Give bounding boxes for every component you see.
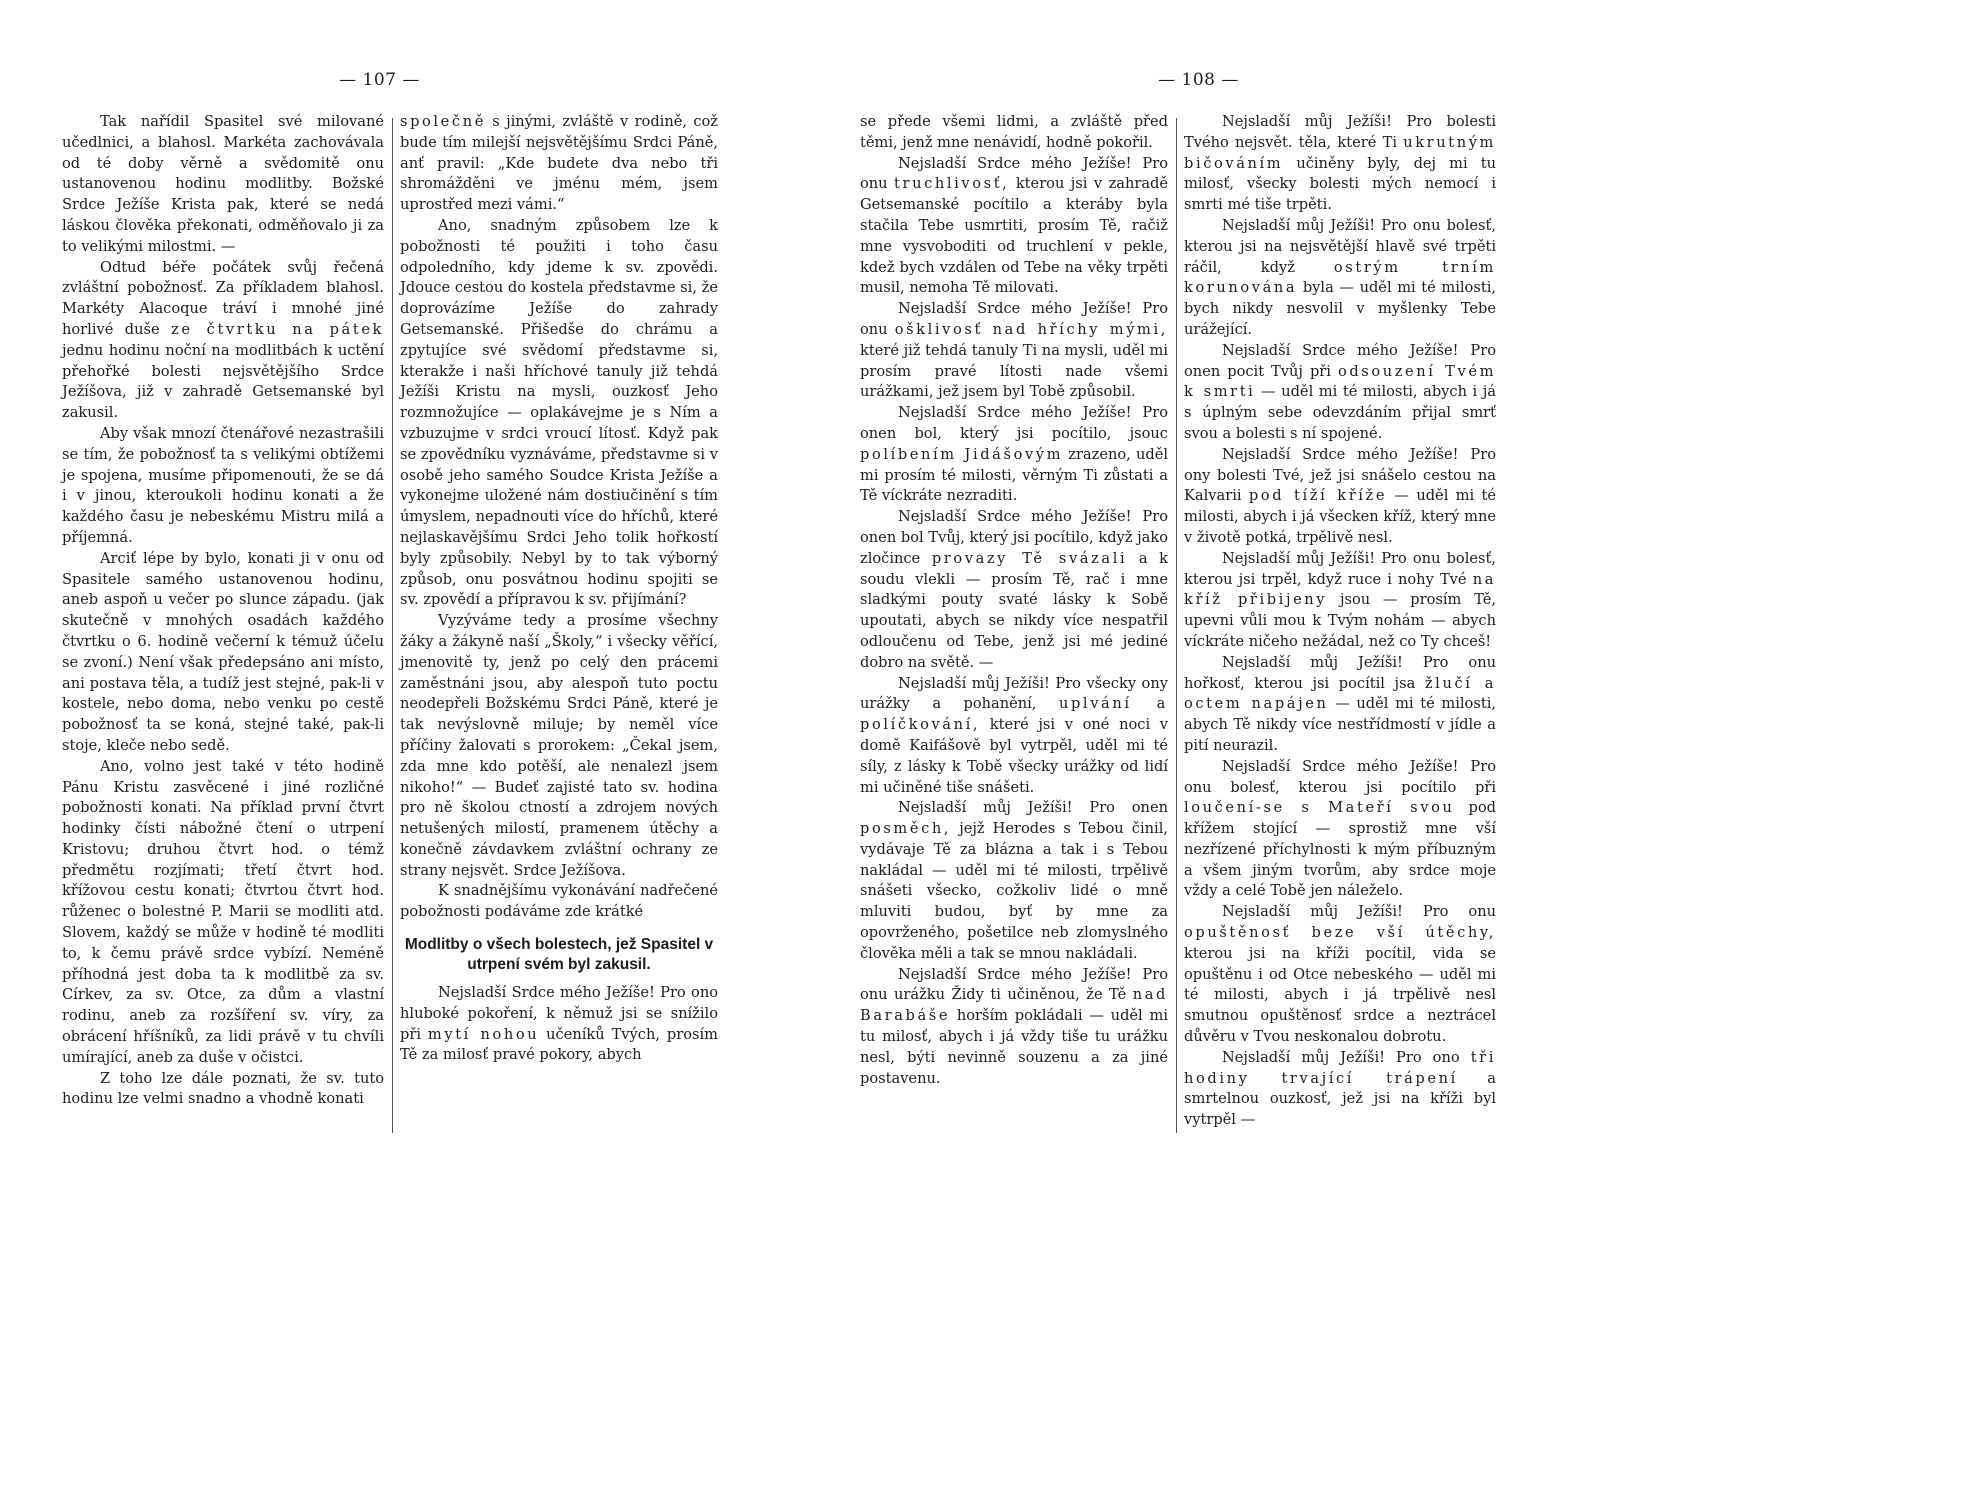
text-run: kterou jsi v zahradě Getsemanské pocítilo a kteráby byla stačila Tebe usmrtiti, prosím Tě, račiž mne vysvoboditi od truchlení v pekle, kdež bych vzdálen od Tebe na věky trpěti musil, nemoha Tě milovati.	[860, 175, 1169, 297]
paragraph: Ano, snadným způsobem lze k pobožnosti té použiti i toho času odpoledního, kdy jdeme k sv. zpovědi. Jdouce cestou do kostela představme si, že doprovázíme Ježíše do zahrady Getsemanské. Přišedše do chrámu a zpytujíce své svědomí představme si, kterakže i naši hříchové tanuly již tehdá Ježíši Kristu na mysli, ouzkosť Jeho rozmnožujíce — oplakávejme je s Ním a vzbuzujme v srdci vroucí lítosť. Když pak se zpovědníku vyznáváme, představme si v osobě jeho samého Soudce Krista Ježíše a vykonejme uložené nám dostiučinění s tím úmyslem, nepadnouti více do hříchů, které nejlaskavějšímu Srdci Jeho tolik hořkostí byly způsobily. Nebyl by to tak výborný způsob, onu posvátnou hodinu spojiti se sv. zpovědí a přípravou k sv. přijímání?	[400, 216, 718, 609]
text-run: jsou — prosím Tě, upevni vůli mou k Tvým nohám — abych víckráte ničeho nežádal, než co Ty chceš!	[1184, 591, 1497, 650]
spaced-text: políbením Jidášovým	[860, 445, 1064, 463]
text-run: Nejsladší můj Ježíši! Pro onu	[1222, 903, 1496, 921]
text-run: Nejsladší můj Ježíši! Pro onen	[898, 799, 1168, 817]
text-run: učiněny byly, dej mi tu milosť, všecky bolesti mých nemocí i smrti mé tiše trpěti.	[1184, 154, 1496, 214]
text-run: jednu hodinu noční na modlitbách k uctění přehořké bolesti nejsvětějšího Srdce Ježíšova, již v zahradě Getsemanské byl zakusil.	[62, 341, 384, 422]
text-run: Nejsladší Srdce mého Ježíše! Pro onen bol, který jsi pocítilo, jsouc	[860, 404, 1168, 442]
text-run: Odtud béře počátek svůj řečená zvláštní pobožnosť. Za příkladem blahosl. Markéty Alacoque tráví i mnohé jiné horlivé duše	[62, 258, 384, 338]
text-run: Nejsladší Srdce mého Ježíše! Pro ony bolesti Tvé, jež jsi snášelo cestou na Kalvarii	[1184, 445, 1496, 505]
paragraph	[1184, 902, 1496, 1048]
paragraph: Tak nařídil Spasitel své milované učedlnici, a blahosl. Markéta zachovávala od té doby věrně a svědomitě onu ustanovenou hodinu modlitby. Božské Srdce Ježíše Krista pak, které se nedá láskou člověka překonati, odměňovalo ji za to velikými milostmi. —	[62, 113, 384, 255]
spaced-text: na kříž přibijeny	[1184, 570, 1497, 609]
spaced-text: odsouzení Tvém k smrti	[1184, 362, 1497, 401]
spaced-text: ostrým trním korunována	[1184, 258, 1496, 297]
text-run: pod křížem stojící — sprostiž mne vší nezřízené příchylnosti k mým příbuzným a všem jiným tvorům, aby srdce moje vždy a celé Tobě jen náleželo.	[1184, 799, 1496, 900]
page-107	[0, 0, 779, 1179]
text-run: zrazeno, uděl mi prosím té milosti, věrným Ti zůstati a Tě víckráte nezraditi.	[860, 445, 1168, 505]
text-run: a smrtelnou ouzkosť, jež jsi na kříži byl vytrpěl —	[1184, 1069, 1496, 1129]
text-run: Nejsladší Srdce mého Ježíše! Pro onen bol Tvůj, který jsi pocítilo, když jako zločince	[860, 508, 1168, 567]
text-run: — uděl mi té milosti, abych i já všecken kříž, který mne v životě potká, trpělivě nesl.	[1184, 487, 1497, 546]
text-run: — uděl mi té milosti, abych Tě nikdy více nestřídmostí v jídle a pití neurazil.	[1184, 695, 1496, 754]
paragraph	[1184, 341, 1496, 445]
paragraph	[1184, 445, 1496, 549]
paragraph	[400, 983, 718, 1066]
right-column-1	[860, 112, 1168, 1089]
paragraph	[62, 258, 384, 424]
paragraph	[860, 674, 1168, 799]
paragraph	[1184, 216, 1496, 341]
paragraph: K snadnějšímu vykonávání nadřečené pobožnosti podáváme zde krátké	[400, 882, 718, 921]
text-run: Nejsladší Srdce mého Ježíše! Pro onu	[860, 300, 1168, 338]
text-run: Nejsladší můj Ježíši! Pro onu hořkosť, kterou jsi pocítil jsa	[1184, 653, 1496, 692]
column-divider	[392, 118, 393, 1133]
text-run: Nejsladší můj Ježíši! Pro bolesti Tvého nejsvět. těla, které Ti	[1184, 113, 1496, 151]
paragraph	[1184, 653, 1496, 757]
paragraph	[860, 965, 1168, 1090]
spaced-text: ošklivosť nad hříchy mými,	[894, 320, 1168, 338]
paragraph	[860, 403, 1168, 507]
text-run: Nejsladší Srdce mého Ježíše! Pro onu	[860, 154, 1168, 193]
paragraph	[400, 112, 718, 216]
spaced-text: ukrutným bičováním	[1184, 133, 1496, 172]
paragraph: Aby však mnozí čtenářové nezastrašili se tím, že pobožnosť ta s velikými obtížemi je spojena, musíme připomenouti, že se dá i v jinou, kteroukoli hodinu konati a že každého času je nebeskému Mistru milá a příjemná.	[62, 424, 384, 546]
paragraph	[1184, 757, 1496, 903]
spaced-text: pod tíží kříže	[1248, 487, 1388, 505]
text-run: Nejsladší Srdce mého Ježíše! Pro onu urážku Židy ti učiněnou, že Tě	[860, 965, 1168, 1004]
text-run: byla — uděl mi té milosti, bych nikdy nesvolil v myšlenky Tebe urážející.	[1184, 279, 1496, 338]
text-run: učeníků Tvých, prosím Tě za milosť pravé pokory, abych	[400, 1025, 719, 1064]
spaced-text: opuštěnosť beze vší útěchy,	[1184, 924, 1496, 942]
text-run: Nejsladší Srdce mého Ježíše! Pro onen pocit Tvůj při	[1184, 341, 1496, 380]
spaced-text: loučení-se s Mateří svou	[1184, 799, 1455, 817]
right-column-2	[1184, 112, 1496, 1131]
text-run: horším pokládali — uděl mi tu milosť, abych i já vždy tiše tu urážku nesl, býti nevinně souzenu a za jiné postavenu.	[860, 1007, 1168, 1087]
left-column-2	[400, 112, 718, 1066]
spaced-text: žlučí a octem napájen	[1184, 674, 1496, 713]
text-run: Nejsladší Srdce mého Ježíše! Pro ono hluboké pokoření, k němuž jsi se snížilo při	[400, 984, 718, 1043]
prayers-heading: Modlitby o všech bolestech, jež Spasitel v utrpení svém byl zakusil.	[404, 936, 714, 974]
text-run: Nejsladší můj Ježíši! Pro všecky ony urážky a pohanění,	[860, 674, 1168, 713]
paragraph	[1184, 1048, 1496, 1131]
paragraph: Ano, volno jest také v této hodině Pánu Kristu zasvěcené i jiné rozličné pobožnosti konati. Na příklad první čtvrt hodinky čísti nábožné čtení o utrpení Kristovu; druhou čtvrt hod. o témž předmětu rozjímati; třetí čtvrt hod. křížovou cestu konati; čtvrtou čtvrt hod. růženec o bolestné P. Marii se modliti atd. Slovem, každý se může v hodině té modliti to, k čemu právě srdce vybízí. Neméně příhodná jest doba ta k modlitbě za sv. Církev, za sv. Otce, za dům a vlastní rodinu, aneb za rozšíření sv. víry, za obrácení hříšníků, za lidi právě v tu chvíli umírající, aneb za duše v očistci.	[62, 757, 384, 1066]
text-run: a k soudu vlekli — prosím Tě, rač i mne sladkými pouty svaté lásky k Sobě upoutati, abych se nikdy více nespatřil odloučenu od Tebe, jenž jsi mé jediné dobro na světě. —	[860, 549, 1169, 671]
paragraph	[860, 798, 1168, 964]
paragraph	[860, 507, 1168, 673]
paragraph	[1184, 112, 1496, 216]
paragraph: Arciť lépe by bylo, konati ji v onu od Spasitele samého ustanovenou hodinu, aneb aspoň u večer po slunce západu. (jak skutečně v mnohých osadách každého čtvrtku o 6. hodině večerní k témuž účelu se zvoní.) Není však předepsáno ani místo, ani postava těla, a tudíž jest stejné, pak-li v kostele, nebo doma, nebo venku po cestě pobožnosť ta se koná, stejné také, pak-li stoje, kleče nebo sedě.	[62, 549, 384, 754]
spaced-text: truchlivosť,	[894, 175, 1010, 193]
text-run: které již tehdá tanuly Ti na mysli, uděl mi prosím pravé lítosti nade všemi urážkami, jež jsem byl Tobě způsobil.	[860, 341, 1168, 401]
paragraph: se přede všemi lidmi, a zvláště před těmi, jenž mne nenávidí, hodně pokořil.	[860, 113, 1168, 151]
spaced-text: tři hodiny trvající trápení	[1184, 1048, 1496, 1087]
paragraph	[860, 299, 1168, 403]
paragraph: Vyzýváme tedy a prosíme všechny žáky a žákyně naší „Školy,“ i všecky věřící, jmenovitě ty, jenž po celý den prácemi zaměstnáni jsou, aby alespoň tuto poctu neodepřeli Božskému Srdci Páně, které je tak nevýslovně miluje; by neměl více příčiny žalovati s prorokem: „Čekal jsem, zda mne kdo potěší, ale nenalezl jsem nikoho!“ — Budeť zajisté tato sv. hodina pro ně školou ctností a zdrojem nových netušených milostí, pramenem útěchy a konečně závdavkem zvláštní ochrany ze strany nejsvět. Srdce Ježíšova.	[400, 612, 718, 879]
text-run: s jinými, zvláště v rodině, což bude tím milejší nejsvětějšímu Srdci Páně, anť pravil: „Kde budete dva nebo tři shromážděni ve jménu mém, jsem uprostřed mezi vámi.“	[400, 113, 718, 214]
left-column-1	[62, 112, 384, 1110]
text-run: které jsi v oné noci v domě Kaifášově byl vytrpěl, uděl mi té síly, z lásky k Tobě všecky urážky od lidí mi učiněné tiše snášeti.	[860, 716, 1169, 796]
spaced-text: posměch,	[860, 820, 952, 838]
page-number: — 108 —	[1158, 70, 1239, 90]
paragraph: Z toho lze dále poznati, že sv. tuto hodinu lze velmi snadno a vhodně konati	[62, 1069, 384, 1108]
text-run: kterou jsi na kříži pocítil, vida se opuštěnu i od Otce nebeského — uděl mi té milosti, abych i já trpělivě nesl smutnou opuštěnosť srdce a neztrácel důvěru v Tvou neskonalou dobrotu.	[1184, 944, 1496, 1046]
text-run: Nejsladší můj Ježíši! Pro ono	[1222, 1048, 1460, 1066]
spaced-text: provazy Tě svázali	[931, 549, 1128, 567]
text-run: jejž Herodes s Tebou činil, vydávaje Tě za blázna a tak i s Tebou nakládal — uděl mi té milosti, trpělivě snášeti všecko, cožkoliv lidé o mně mluviti budou, byť by mne za opovrženého, pošetilce neb zlomyslného člověka měli a tak se mnou nakládali.	[860, 820, 1168, 962]
page-number: — 107 —	[339, 70, 420, 90]
text-run: Nejsladší můj Ježíši! Pro onu bolesť, kterou jsi na nejsvětější hlavě své trpěti ráčil, když	[1184, 216, 1496, 276]
paragraph	[860, 154, 1168, 300]
spaced-text: uplvání a políčkování,	[860, 695, 1168, 734]
text-run: Nejsladší Srdce mého Ježíše! Pro onu bolesť, kterou jsi pocítilo při	[1184, 757, 1496, 796]
text-run: — uděl mi té milosti, abych i já s úplným sebe odevzdáním přijal smrť svou a bolesti s ní spojené.	[1184, 383, 1496, 442]
spaced-text: mytí nohou	[427, 1025, 540, 1043]
spaced-text: ze čtvrtku na pátek	[171, 320, 385, 338]
text-run: Nejsladší můj Ježíši! Pro onu bolesť, kterou jsi trpěl, když ruce i nohy Tvé	[1184, 549, 1496, 588]
column-divider	[1176, 118, 1177, 1133]
spaced-text: společně	[400, 113, 486, 130]
paragraph	[1184, 549, 1496, 653]
spaced-text: nad Barabáše	[860, 986, 1168, 1025]
